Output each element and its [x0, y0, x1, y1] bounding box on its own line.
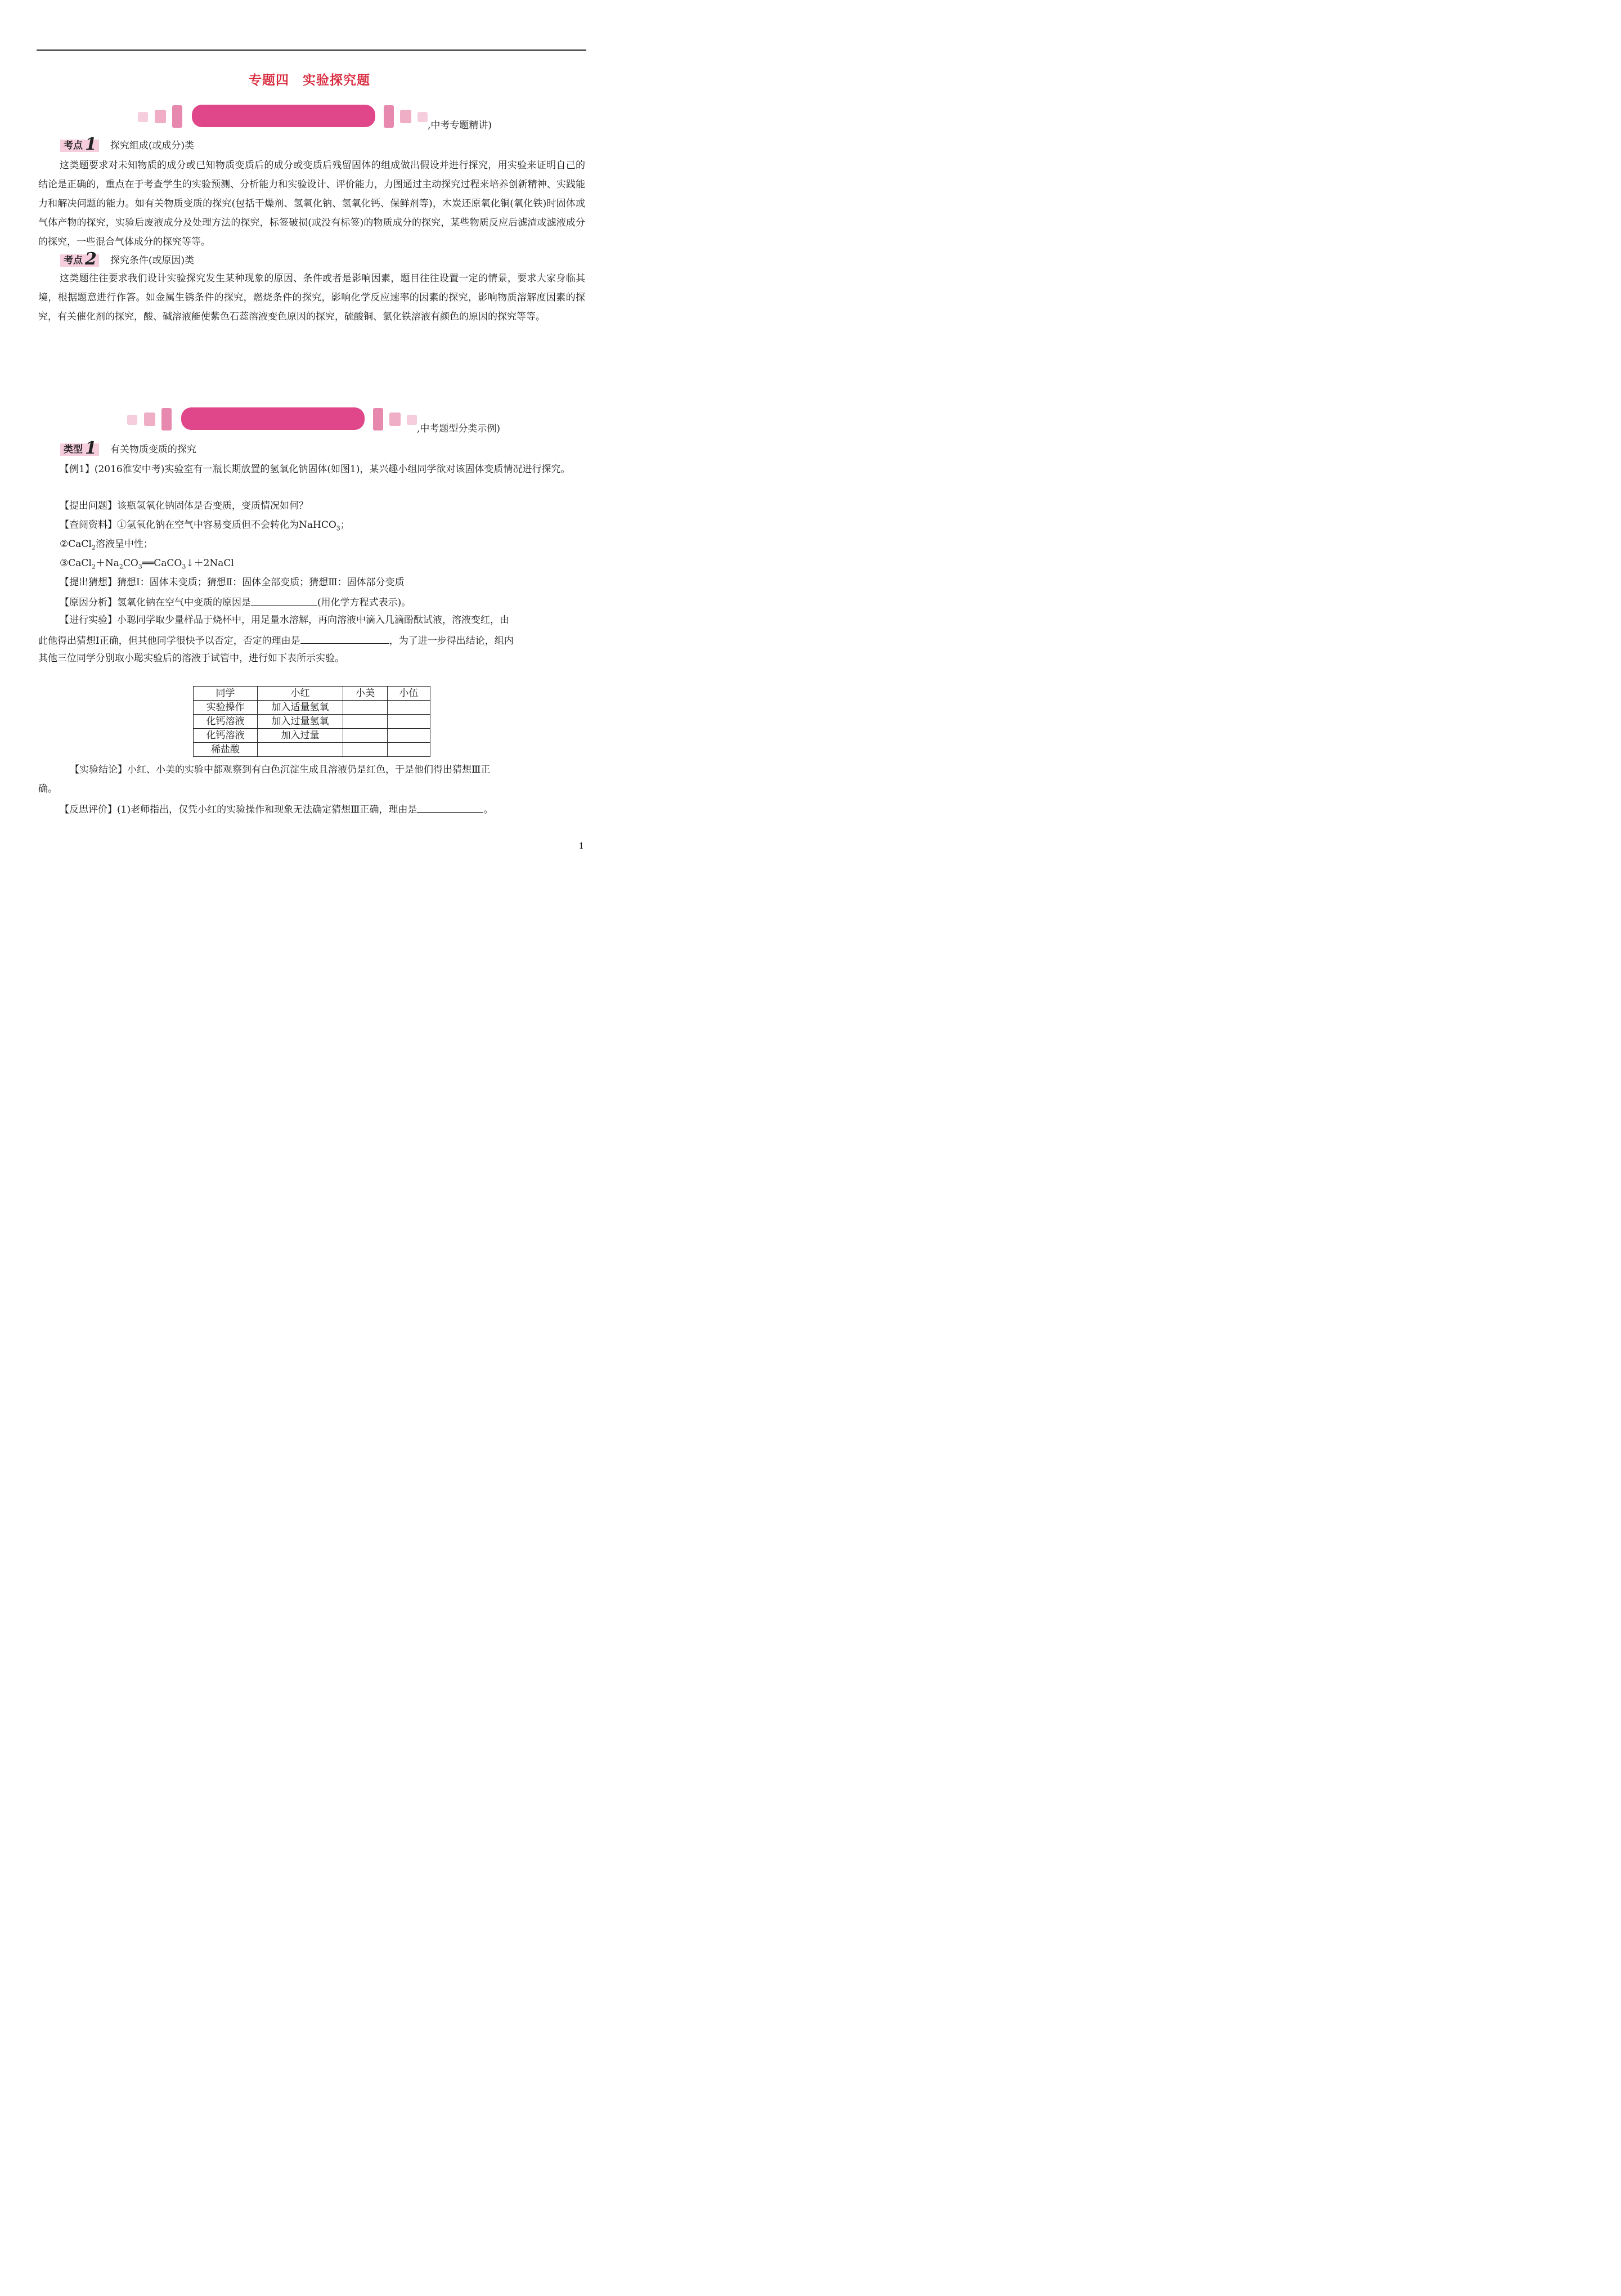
- kaodian-1-text: 这类题要求对未知物质的成分或已知物质变质后的成分或变质后残留固体的组成做出假设并进行探究，用实验来证明自己的结论是正确的，重点在于考查学生的实验预测、分析能力和实验设计、评价能力，力图通过主动探究过程来培养创新精神、实践能力和解决问题的能力。如有关物质变质的探究(包括干燥剂、氢氧化钠、氢氧化钙、保鲜剂等)，木炭还原氧化铜(氧化铁)时固体或气体产物的探究，实验后废液成分及处理方法的探究，标签破损(或没有标签)的物质成分的探究，某些物质反应后滤渣或滤液成分的探究，一些混合气体成分的探究等等。: [38, 160, 585, 248]
- example-question: 【提出问题】该瓶氢氧化钠固体是否变质，变质情况如何？: [60, 500, 308, 512]
- banner-decor-square: [155, 110, 166, 123]
- example-guess: 【提出猜想】猜想Ⅰ：固体未变质；猜想Ⅱ：固体全部变质；猜想Ⅲ：固体部分变质: [60, 577, 405, 588]
- banner-decor-square: [373, 408, 383, 430]
- banner-label: ,中考题型分类示例): [417, 423, 501, 434]
- table-cell[interactable]: [388, 729, 430, 743]
- table-cell: [258, 743, 343, 757]
- table-row: [194, 715, 430, 729]
- example-intro: 【例1】(2016淮安中考)实验室有一瓶长期放置的氢氧化钠固体(如图1)，某兴趣小组同学欲对该固体变质情况进行探究。: [60, 464, 571, 475]
- table-row: [194, 687, 430, 701]
- kaodian-2-heading: [60, 249, 195, 269]
- table-row: [194, 729, 430, 743]
- kaodian-1-number: 1: [85, 134, 97, 154]
- example-info-3: $③CaCl_2+Na_2CO_3══CaCO_3↓+2NaCl$: [60, 558, 234, 571]
- answer-blank[interactable]: [300, 633, 389, 644]
- table-row: [194, 743, 430, 757]
- banner-decor-square: [389, 412, 401, 426]
- example-conclusion-2: 确。: [38, 783, 57, 795]
- example-experiment-2: 此他得出猜想Ⅰ正确，但其他同学很快予以否定，否定的理由是 ，为了进一步得出结论，组内: [38, 633, 595, 647]
- page-number: 1: [578, 841, 584, 851]
- table-cell: 加入过量氢氧: [258, 715, 343, 729]
- kaodian-1-heading: [60, 134, 195, 154]
- example-reflection: 【反思评价】(1)老师指出，仅凭小红的实验操作和现象无法确定猜想Ⅲ正确，理由是 。: [60, 802, 617, 816]
- kaodian-2-number: 2: [85, 249, 97, 269]
- banner-decor-square: [417, 112, 428, 122]
- table-cell: 加入适量氢氧: [258, 701, 343, 715]
- banner-decor-square: [407, 415, 417, 425]
- kaodian-2-tag: [60, 249, 99, 269]
- table-cell: 实验操作: [194, 701, 258, 715]
- answer-blank[interactable]: [417, 802, 483, 813]
- table-cell[interactable]: [343, 729, 388, 743]
- banner-bar: [181, 407, 365, 430]
- table-row: [194, 701, 430, 715]
- banner-decor-square: [144, 412, 155, 426]
- table-cell: 稀盐酸: [194, 743, 258, 757]
- type-1-title: 有关物质变质的探究: [110, 444, 196, 455]
- header-rule: [37, 50, 586, 51]
- type-1-label: 类型: [64, 444, 83, 455]
- type-1-tag: [60, 438, 99, 458]
- kaodian-1-label: 考点: [64, 140, 83, 151]
- type-1-heading: [60, 438, 196, 458]
- example-cause: 【原因分析】氢氧化钠在空气中变质的原因是 (用化学方程式表示)。: [60, 595, 617, 609]
- kaodian-2-title: 探究条件(或原因)类: [110, 255, 195, 266]
- table-cell[interactable]: [388, 715, 430, 729]
- table-cell: 化钙溶液: [194, 729, 258, 743]
- table-cell: 同学: [194, 687, 258, 701]
- type-1-number: 1: [85, 438, 97, 458]
- answer-blank[interactable]: [251, 595, 317, 606]
- table-cell: 小红: [258, 687, 343, 701]
- kaodian-2-label: 考点: [64, 255, 83, 266]
- example-info-2: ②CaCl$_2$溶液呈中性；: [60, 539, 153, 551]
- section-banner-1: [138, 104, 509, 131]
- table-cell[interactable]: [343, 701, 388, 715]
- banner-decor-square: [127, 415, 137, 425]
- kaodian-1-tag: [60, 134, 99, 154]
- banner-decor-square: [400, 110, 411, 123]
- kaodian-1-title: 探究组成(或成分)类: [110, 140, 195, 151]
- banner-decor-square: [172, 105, 182, 128]
- banner-label: ,中考专题精讲): [428, 120, 492, 131]
- table-cell: 小伍: [388, 687, 430, 701]
- example-experiment-3: 其他三位同学分别取小聪实验后的溶液于试管中，进行如下表所示实验。: [38, 653, 344, 664]
- banner-bar: [192, 105, 375, 127]
- table-cell[interactable]: [343, 743, 388, 757]
- section-banner-2: [127, 406, 521, 433]
- example-conclusion-1: 【实验结论】小红、小美的实验中都观察到有白色沉淀生成且溶液仍是红色，于是他们得出猜想Ⅲ正: [70, 764, 491, 775]
- table-cell[interactable]: [388, 701, 430, 715]
- table-cell: 小美: [343, 687, 388, 701]
- table-cell: 加入过量: [258, 729, 343, 743]
- banner-decor-square: [384, 105, 394, 128]
- table-cell[interactable]: [343, 715, 388, 729]
- banner-decor-square: [161, 408, 172, 430]
- example-experiment-1: 【进行实验】小聪同学取少量样品于烧杯中，用足量水溶解，再向溶液中滴入几滴酚酞试液，溶液变红，由: [60, 615, 509, 626]
- example-info-1: 【查阅资料】①氢氧化钠在空气中容易变质但不会转化为NaHCO$_3$；: [60, 519, 350, 532]
- table-cell[interactable]: [388, 743, 430, 757]
- experiment-table: [193, 686, 430, 757]
- banner-decor-square: [138, 112, 148, 122]
- page-title: 专题四 实验探究题: [249, 73, 370, 88]
- table-cell: 化钙溶液: [194, 715, 258, 729]
- kaodian-2-text: 这类题往往要求我们设计实验探究发生某种现象的原因、条件或者是影响因素，题目往往设置一定的情景，要求大家身临其境，根据题意进行作答。如金属生锈条件的探究，燃烧条件的探究，影响化学反应速率的因素的探究，影响物质溶解度因素的探究，有关催化剂的探究，酸、碱溶液能使紫色石蕊溶液变色原因的探究，硫酸铜、氯化铁溶液有颜色的原因的探究等等。: [38, 273, 585, 322]
